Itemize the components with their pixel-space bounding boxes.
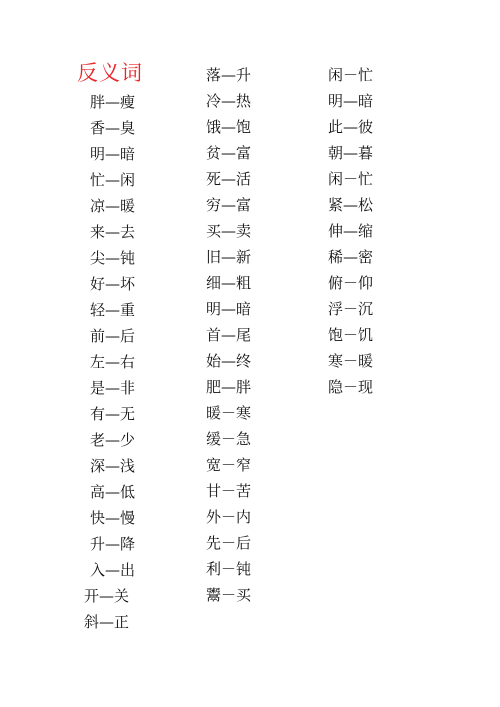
antonym-pair: 胖—瘦: [90, 93, 136, 111]
antonym-pair: 紧—松: [328, 196, 374, 214]
page-title: 反义词: [77, 61, 143, 85]
antonym-pair: 始—终: [206, 352, 252, 370]
antonym-pair: 旧—新: [206, 248, 252, 266]
antonym-pair: 轻—重: [90, 301, 136, 319]
antonym-pair: 快—慢: [90, 509, 136, 527]
antonym-pair: 尖—钝: [90, 249, 136, 267]
antonym-pair: 闲－忙: [328, 66, 374, 84]
antonym-pair: 伸—缩: [328, 222, 374, 240]
antonym-pair: 开—关: [84, 587, 130, 605]
antonym-pair: 高—低: [90, 483, 136, 501]
antonym-pair: 香—臭: [90, 119, 136, 137]
antonym-pair: 斜—正: [84, 613, 130, 631]
antonym-pair: 稀—密: [328, 248, 374, 266]
antonym-pair: 细—粗: [206, 274, 252, 292]
antonym-pair: 是—非: [90, 379, 136, 397]
antonym-pair: 入—出: [90, 561, 136, 579]
antonym-pair: 饱－饥: [328, 326, 374, 344]
antonym-pair: 贫—富: [206, 144, 252, 162]
antonym-pair: 落—升: [206, 66, 252, 84]
antonym-pair: 忙—闲: [90, 171, 136, 189]
antonym-pair: 外－内: [206, 508, 252, 526]
antonym-pair: 明—暗: [90, 145, 136, 163]
antonym-pair: 甘－苦: [206, 482, 252, 500]
antonym-pair: 来—去: [90, 223, 136, 241]
antonym-pair: 浮－沉: [328, 300, 374, 318]
antonym-pair: 明—暗: [206, 300, 252, 318]
antonym-pair: 穷—富: [206, 196, 252, 214]
antonym-pair: 肥—胖: [206, 378, 252, 396]
antonym-pair: 升—降: [90, 535, 136, 553]
antonym-pair: 此—彼: [328, 118, 374, 136]
antonym-pair: 寒－暖: [328, 352, 374, 370]
antonym-pair: 死—活: [206, 170, 252, 188]
antonym-pair: 闲－忙: [328, 170, 374, 188]
antonym-pair: 暖－寒: [206, 404, 252, 422]
antonym-column-3: [328, 62, 373, 400]
antonym-pair: 俯－仰: [328, 274, 374, 292]
antonym-pair: 宽－窄: [206, 456, 252, 474]
antonym-pair: 深—浅: [90, 457, 136, 475]
antonym-pair: 明—暗: [328, 92, 374, 110]
antonym-pair: 首—尾: [206, 326, 252, 344]
antonym-pair: 左—右: [90, 353, 136, 371]
antonym-column-1: [84, 89, 136, 635]
antonym-pair: 隐－现: [328, 378, 374, 396]
antonym-pair: 饿—饱: [206, 118, 252, 136]
antonym-column-2: [206, 62, 251, 608]
antonym-pair: 利－钝: [206, 560, 252, 578]
antonym-pair: 冷—热: [206, 92, 252, 110]
antonym-pair: 先－后: [206, 534, 252, 552]
antonym-pair: 好—坏: [90, 275, 136, 293]
antonym-pair: 老—少: [90, 431, 136, 449]
antonym-pair: 凉—暖: [90, 197, 136, 215]
antonym-pair: 缓－急: [206, 430, 252, 448]
antonym-pair: 有—无: [90, 405, 136, 423]
antonym-pair: 前—后: [90, 327, 136, 345]
antonym-pair: 鬻－买: [206, 586, 252, 604]
antonym-pair: 买—卖: [206, 222, 252, 240]
antonym-pair: 朝—暮: [328, 144, 374, 162]
